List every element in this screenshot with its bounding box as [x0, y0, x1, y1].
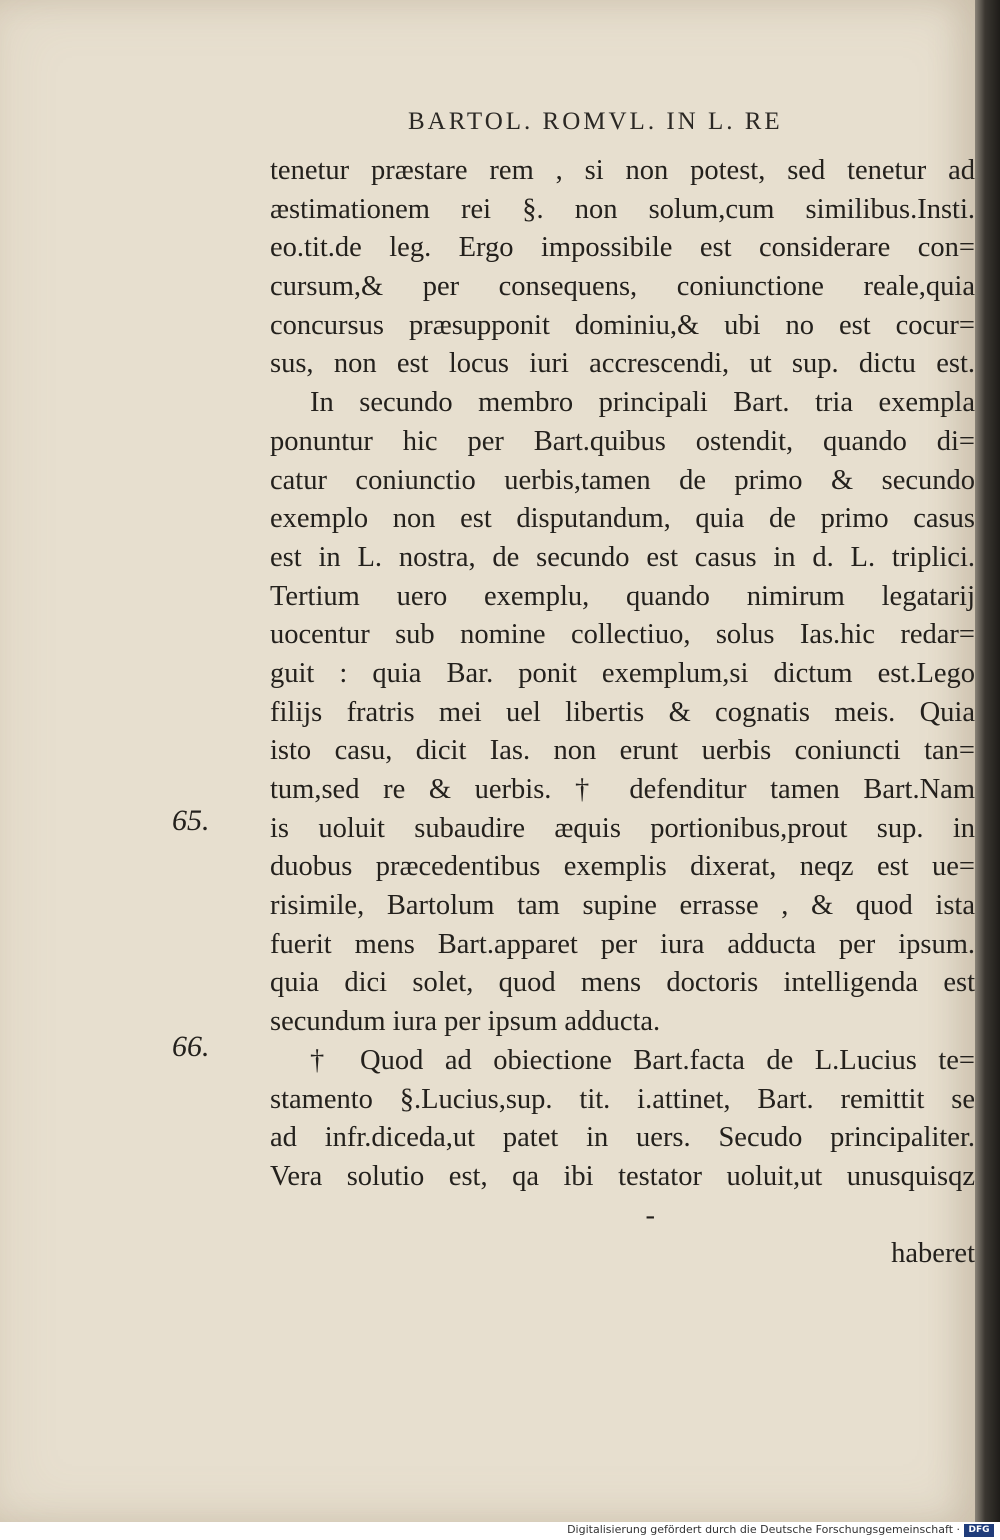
text-line: filijs fratris mei uel libertis & cognatis meis. Quia — [270, 696, 975, 728]
text-line: duobus præcedentibus exemplis dixerat, neqz est ue= — [270, 851, 975, 883]
text-line: secundum iura per ipsum adducta. — [270, 1006, 661, 1038]
text-line: In secundo membro principali Bart. tria exempla — [310, 387, 975, 419]
footer — [0, 1522, 1000, 1540]
text-line: stamento §.Lucius,sup. tit. i.attinet, Bart. remittit se — [270, 1083, 975, 1115]
text-line: sus, non est locus iuri accrescendi, ut sup. dictu est. — [270, 348, 975, 380]
dfg-logo: DFG — [964, 1524, 994, 1537]
margin-note-66: 66. — [172, 1030, 210, 1063]
text-line: cursum,& per consequens, coniunctione reale,quia — [270, 271, 975, 303]
text-line: tum,sed re & uerbis. † defenditur tamen Bart.Nam — [270, 774, 975, 805]
text-line: is uoluit subaudire æquis portionibus,prout sup. in — [270, 812, 975, 844]
text-line: risimile, Bartolum tam supine errasse , & quod ista — [270, 890, 975, 922]
text-line: Vera solutio est, qa ibi testator uoluit,ut unusquisqz — [270, 1160, 975, 1192]
text-line: Tertium uero exemplu, quando nimirum legatarij — [270, 580, 975, 612]
text-line: concursus præsupponit dominiu,& ubi no est cocur= — [270, 309, 975, 341]
text-line: ponuntur hic per Bart.quibus ostendit, quando di= — [270, 425, 975, 457]
text-line: æstimationem rei §. non solum,cum similibus.Insti. — [270, 193, 975, 225]
running-head: BARTOL. ROMVL. IN L. RE — [408, 108, 783, 135]
text-line: guit : quia Bar. ponit exemplum,si dictum est.Lego — [270, 657, 975, 689]
text-line: catur coniunctio uerbis,tamen de primo & secundo — [270, 464, 975, 496]
text-line: ad infr.diceda,ut patet in uers. Secudo principaliter. — [270, 1122, 975, 1154]
text-line: - — [645, 1199, 655, 1231]
catchword: haberet — [891, 1238, 975, 1270]
text-line: uocentur sub nomine collectiuo, solus Ias.hic redar= — [270, 619, 975, 651]
text-block — [270, 152, 975, 1274]
text-line: isto casu, dicit Ias. non erunt uerbis coniuncti tan= — [270, 735, 975, 767]
text-line: quia dici solet, quod mens doctoris intelligenda est — [270, 967, 975, 999]
text-line: est in L. nostra, de secundo est casus in d. L. triplici. — [270, 541, 975, 573]
text-line: fuerit mens Bart.apparet per iura adducta per ipsum. — [270, 928, 975, 960]
text-line: † Quod ad obiectione Bart.facta de L.Lucius te= — [310, 1044, 975, 1076]
footer-text: Digitalisierung gefördert durch die Deutsche Forschungsgemeinschaft · — [567, 1523, 960, 1536]
text-line: eo.tit.de leg. Ergo impossibile est considerare con= — [270, 232, 975, 264]
text-line: tenetur præstare rem , si non potest, sed tenetur ad — [270, 155, 975, 186]
margin-note-65: 65. — [172, 804, 210, 837]
text-line: exemplo non est disputandum, quia de primo casus — [270, 503, 975, 535]
page-edge — [975, 0, 1000, 1522]
